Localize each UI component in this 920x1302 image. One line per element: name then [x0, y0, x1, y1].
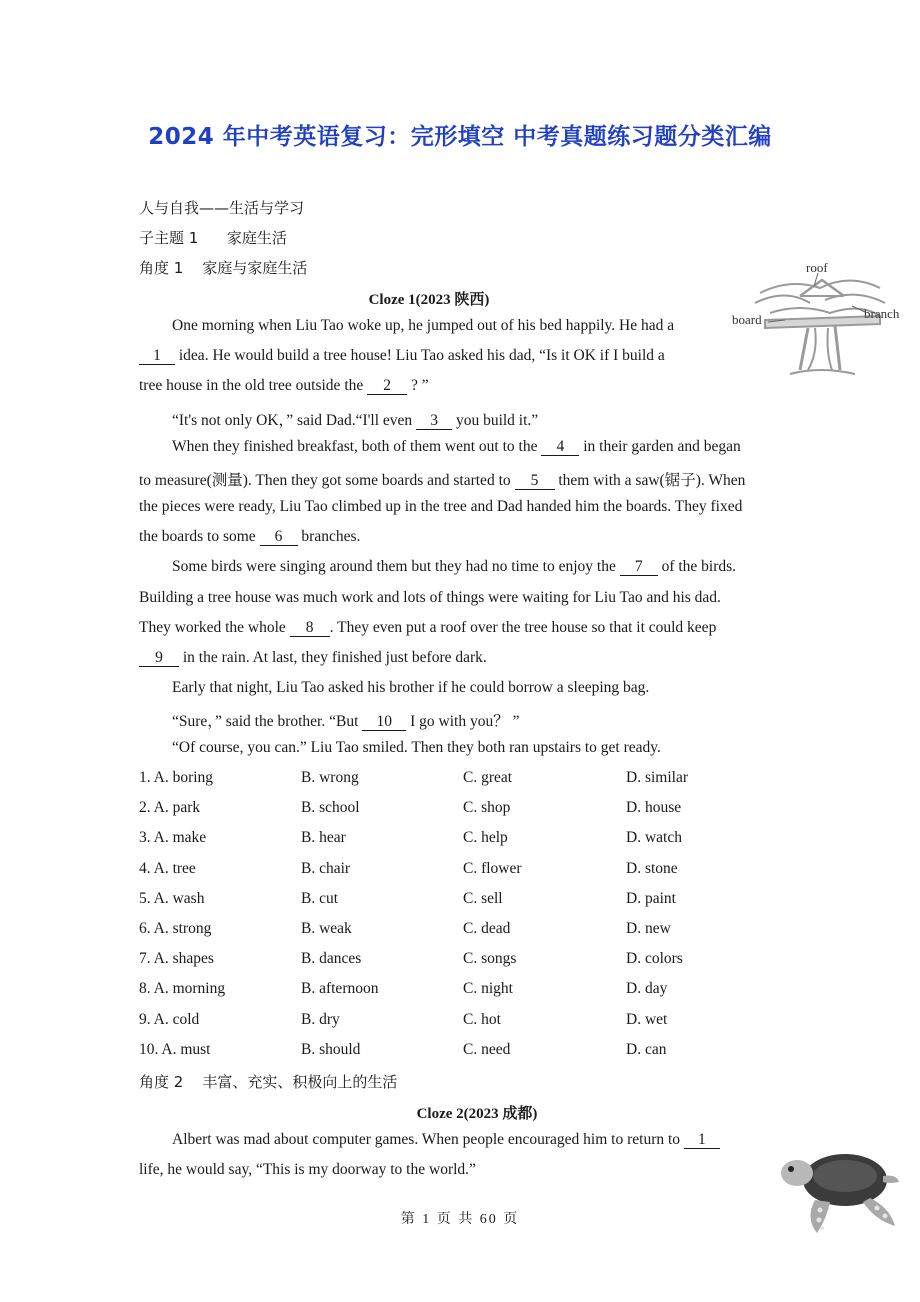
board-label: board — [732, 312, 762, 327]
passage-line: “It's not only OK，” said Dad.“I'll even 3 you build it.” — [172, 412, 539, 429]
option-choice[interactable]: B. should — [301, 1040, 361, 1058]
passage-line: “Of course, you can.” Liu Tao smiled. Then they both ran upstairs to get ready. — [172, 739, 661, 756]
option-choice[interactable]: C. shop — [463, 799, 511, 817]
roof-label: roof — [806, 260, 828, 275]
passage-line: Some birds were singing around them but they had no time to enjoy the 7 of the birds. — [172, 558, 737, 575]
passage-line: “Sure，” said the brother. “But 10 I go with you？ ” — [172, 713, 520, 730]
option-choice[interactable]: D. can — [626, 1040, 667, 1058]
passage-line: the boards to some 6 branches. — [139, 528, 361, 545]
passage-line: One morning when Liu Tao woke up, he jumped out of his bed happily. He had a — [172, 317, 675, 334]
option-choice[interactable]: B. afternoon — [301, 980, 379, 998]
cloze1-title: Cloze 1(2023 陕西) — [368, 292, 490, 308]
page-footer: 第 1 页 共 60 页 — [400, 1212, 520, 1227]
option-choice[interactable]: D. watch — [626, 829, 682, 847]
option-choice[interactable]: B. dances — [301, 950, 362, 968]
option-choice[interactable]: B. wrong — [301, 769, 359, 786]
document-title: 2024 年中考英语复习：完形填空 中考真题练习题分类汇编 — [148, 124, 772, 150]
option-choice[interactable]: B. hear — [301, 829, 346, 847]
passage-line: Albert was mad about computer games. When people encouraged him to return to 1 — [172, 1131, 720, 1149]
option-choice[interactable]: 9. A. cold — [139, 1010, 200, 1028]
passage-line: life, he would say, “This is my doorway to the world.” — [139, 1161, 476, 1178]
option-choice[interactable]: C. flower — [463, 859, 522, 877]
option-choice[interactable]: B. weak — [301, 920, 352, 937]
subtopic-heading: 子主题 1 家庭生活 — [139, 229, 287, 247]
tree-house-illustration — [730, 258, 915, 383]
option-choice[interactable]: 1. A. boring — [139, 769, 214, 786]
option-choice[interactable]: D. new — [626, 920, 671, 937]
option-choice[interactable]: C. dead — [463, 920, 511, 937]
option-choice[interactable]: B. school — [301, 799, 360, 817]
passage-line: They worked the whole 8 . They even put a roof over the tree house so that it could keep — [139, 619, 717, 636]
option-choice[interactable]: 4. A. tree — [139, 859, 196, 877]
option-choice[interactable]: 6. A. strong — [139, 920, 212, 937]
option-choice[interactable]: C. need — [463, 1040, 511, 1058]
passage-line: 1 idea. He would build a tree house! Liu Tao asked his dad, “Is it OK if I build a — [139, 347, 665, 365]
option-choice[interactable]: C. songs — [463, 950, 517, 968]
blank-7[interactable]: 7 — [620, 559, 658, 576]
option-choice[interactable]: D. day — [626, 980, 668, 998]
option-choice[interactable]: 7. A. shapes — [139, 950, 214, 968]
blank-5[interactable]: 5 — [515, 473, 555, 490]
passage-line: Early that night, Liu Tao asked his brother if he could borrow a sleeping bag. — [172, 679, 650, 696]
blank-10[interactable]: 10 — [362, 714, 406, 731]
cloze2-blank-1[interactable]: 1 — [684, 1132, 720, 1149]
option-choice[interactable]: D. paint — [626, 889, 676, 907]
passage-line: When they finished breakfast, both of them went out to the 4 in their garden and began — [172, 438, 741, 455]
blank-2[interactable]: 2 — [367, 378, 407, 395]
angle2-heading: 角度 2 丰富、充实、积极向上的生活 — [139, 1073, 398, 1091]
option-choice[interactable]: D. colors — [626, 950, 683, 968]
option-choice[interactable]: D. wet — [626, 1010, 668, 1028]
blank-3[interactable]: 3 — [416, 413, 452, 430]
option-choice[interactable]: 8. A. morning — [139, 980, 226, 998]
blank-8[interactable]: 8 — [290, 620, 330, 637]
option-choice[interactable]: 10. A. must — [139, 1040, 211, 1058]
angle1-heading: 角度 1 家庭与家庭生活 — [139, 259, 308, 277]
option-choice[interactable]: C. great — [463, 769, 513, 786]
blank-1[interactable]: 1 — [139, 348, 175, 365]
option-choice[interactable]: C. hot — [463, 1010, 501, 1028]
passage-line: to measure(测量). Then they got some boards and started to 5 them with a saw(锯子). When — [139, 472, 746, 489]
branch-label: branch — [864, 306, 900, 321]
passage-line: 9 in the rain. At last, they finished just before dark. — [139, 649, 487, 667]
blank-6[interactable]: 6 — [260, 529, 298, 546]
cloze2-title: Cloze 2(2023 成都) — [416, 1106, 538, 1122]
option-choice[interactable]: 3. A. make — [139, 829, 207, 847]
passage-line: tree house in the old tree outside the 2 ? ” — [139, 377, 429, 394]
option-choice[interactable]: C. sell — [463, 889, 503, 907]
option-choice[interactable]: 5. A. wash — [139, 889, 205, 907]
blank-9[interactable]: 9 — [139, 650, 179, 667]
theme-heading: 人与自我——生活与学习 — [139, 199, 305, 217]
option-choice[interactable]: B. cut — [301, 889, 339, 907]
blank-4[interactable]: 4 — [541, 439, 579, 456]
option-choice[interactable]: D. similar — [626, 769, 688, 786]
option-choice[interactable]: D. house — [626, 799, 682, 817]
option-choice[interactable]: B. chair — [301, 859, 351, 877]
passage-line: Building a tree house was much work and lots of things were waiting for Liu Tao and his dad. — [139, 589, 721, 606]
passage-line: the pieces were ready, Liu Tao climbed up in the tree and Dad handed him the boards. They fixed — [139, 498, 743, 515]
option-choice[interactable]: C. help — [463, 829, 508, 847]
option-choice[interactable]: B. dry — [301, 1010, 340, 1028]
option-choice[interactable]: D. stone — [626, 859, 678, 877]
option-choice[interactable]: C. night — [463, 980, 513, 998]
option-choice[interactable]: 2. A. park — [139, 799, 201, 817]
